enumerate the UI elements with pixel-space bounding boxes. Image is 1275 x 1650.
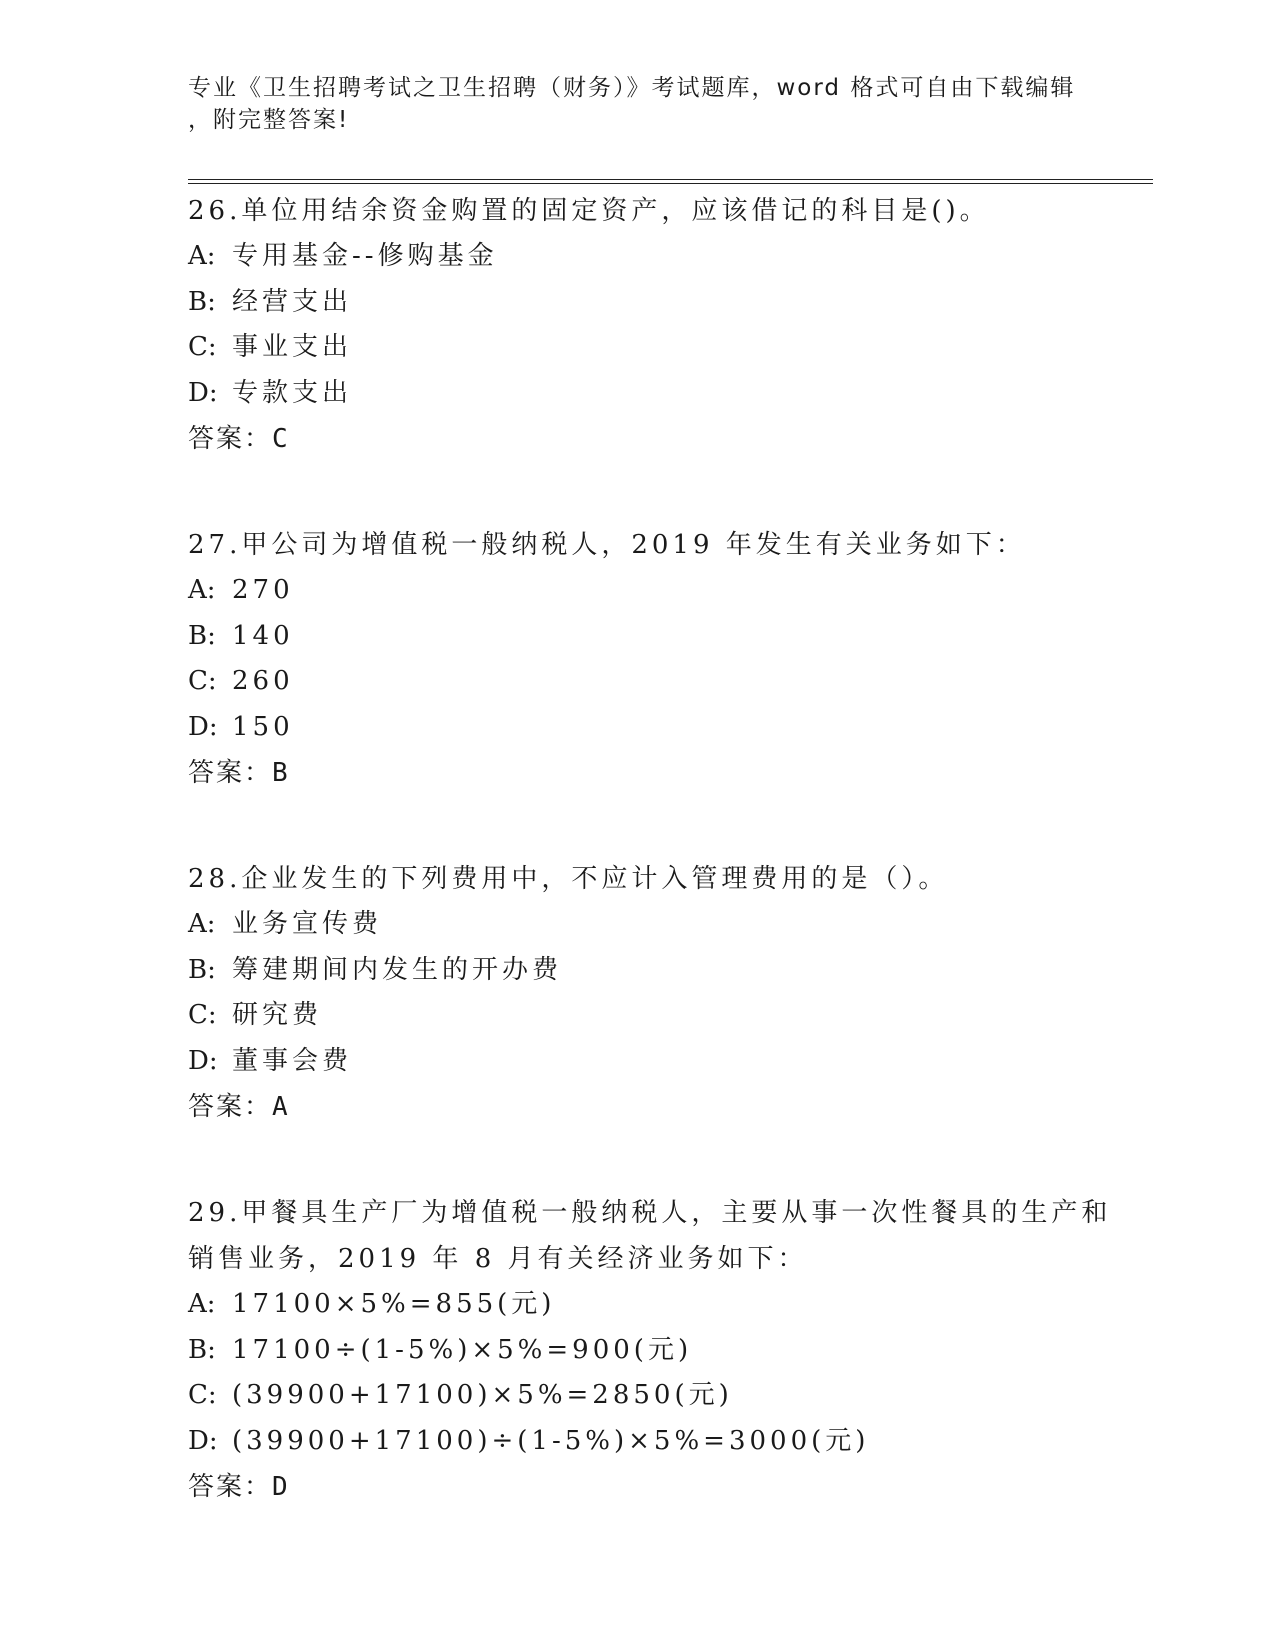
question-spacer	[188, 796, 1128, 856]
option-c	[188, 659, 1128, 705]
option-c	[188, 325, 1128, 371]
question-stem-line: 27.甲公司为增值税一般纳税人，2019 年发生有关业务如下：	[188, 530, 1026, 560]
question-spacer	[188, 462, 1128, 522]
option-letter: D:	[188, 1045, 218, 1076]
option-c	[188, 993, 1128, 1039]
option-text: 事业支出	[232, 332, 353, 362]
option-text: 270	[232, 575, 294, 605]
option-text: 150	[232, 711, 294, 742]
option-text: 专款支出	[232, 377, 353, 408]
option-b	[188, 280, 1128, 326]
question-stem	[188, 188, 1128, 234]
option-letter: D:	[188, 711, 218, 742]
question-stem-line: 销售业务，2019 年 8 月有关经济业务如下：	[188, 1244, 808, 1274]
option-text: 260	[232, 666, 294, 696]
option-d	[188, 705, 1128, 751]
option-letter: B:	[188, 620, 216, 651]
option-text: 17100×5%=855(元)	[232, 1289, 556, 1319]
question-item	[188, 188, 1128, 462]
option-d	[188, 1419, 1128, 1465]
option-letter: A:	[188, 575, 216, 605]
answer-line	[188, 1084, 1128, 1130]
header-line-1: 专业《卫生招聘考试之卫生招聘（财务）》考试题库，word 格式可自由下载编辑	[188, 75, 1076, 101]
option-c	[188, 1373, 1128, 1419]
question-stem-line: 28.企业发生的下列费用中，不应计入管理费用的是（）。	[188, 864, 949, 894]
answer-label: 答案：	[188, 424, 273, 454]
option-letter: B:	[188, 1334, 216, 1365]
question-item	[188, 856, 1128, 1130]
option-text: 经营支出	[232, 286, 353, 317]
option-letter: C:	[188, 1380, 217, 1410]
option-text: 研究费	[232, 1000, 323, 1030]
option-letter: A:	[188, 909, 216, 939]
document-header	[188, 72, 1076, 136]
header-rule-bottom	[188, 183, 1153, 184]
option-text: (39900+17100)÷(1-5%)×5%=3000(元)	[232, 1425, 870, 1456]
question-stem-line: 26.单位用结余资金购置的固定资产，应该借记的科目是()。	[188, 196, 990, 226]
answer-value: D	[272, 1472, 290, 1502]
answer-label: 答案：	[188, 758, 273, 788]
option-text: 专用基金--修购基金	[232, 241, 498, 271]
question-stem	[188, 1190, 1128, 1282]
option-a	[188, 1282, 1128, 1328]
question-stem	[188, 522, 1128, 568]
question-spacer	[188, 1130, 1128, 1190]
answer-line	[188, 750, 1128, 796]
option-text: 业务宣传费	[232, 909, 383, 939]
option-text: 筹建期间内发生的开办费	[232, 954, 563, 985]
answer-value: C	[272, 424, 290, 454]
option-d	[188, 371, 1128, 417]
option-b	[188, 948, 1128, 994]
question-stem-line: 29.甲餐具生产厂为增值税一般纳税人，主要从事一次性餐具的生产和	[188, 1198, 1112, 1228]
question-list	[188, 188, 1128, 1510]
option-letter: C:	[188, 1000, 217, 1030]
option-a	[188, 568, 1128, 614]
option-letter: B:	[188, 286, 216, 317]
answer-value: B	[272, 758, 290, 788]
question-item	[188, 1190, 1128, 1510]
option-a	[188, 234, 1128, 280]
question-stem	[188, 856, 1128, 902]
answer-line	[188, 1464, 1128, 1510]
option-letter: A:	[188, 1289, 216, 1319]
option-text: 140	[232, 620, 294, 651]
answer-line	[188, 416, 1128, 462]
option-letter: C:	[188, 332, 217, 362]
option-d	[188, 1039, 1128, 1085]
option-letter: D:	[188, 377, 218, 408]
header-rule-top	[188, 179, 1153, 180]
option-text: 董事会费	[232, 1045, 353, 1076]
option-letter: A:	[188, 241, 216, 271]
option-b	[188, 1328, 1128, 1374]
option-b	[188, 614, 1128, 660]
answer-value: A	[272, 1092, 290, 1122]
option-letter: C:	[188, 666, 217, 696]
question-item	[188, 522, 1128, 796]
header-line-2: ，附完整答案!	[188, 107, 350, 133]
option-a	[188, 902, 1128, 948]
option-text: 17100÷(1-5%)×5%=900(元)	[232, 1334, 693, 1365]
option-letter: B:	[188, 954, 216, 985]
option-letter: D:	[188, 1425, 218, 1456]
option-text: (39900+17100)×5%=2850(元)	[232, 1380, 733, 1410]
answer-label: 答案：	[188, 1092, 273, 1122]
answer-label: 答案：	[188, 1472, 273, 1502]
